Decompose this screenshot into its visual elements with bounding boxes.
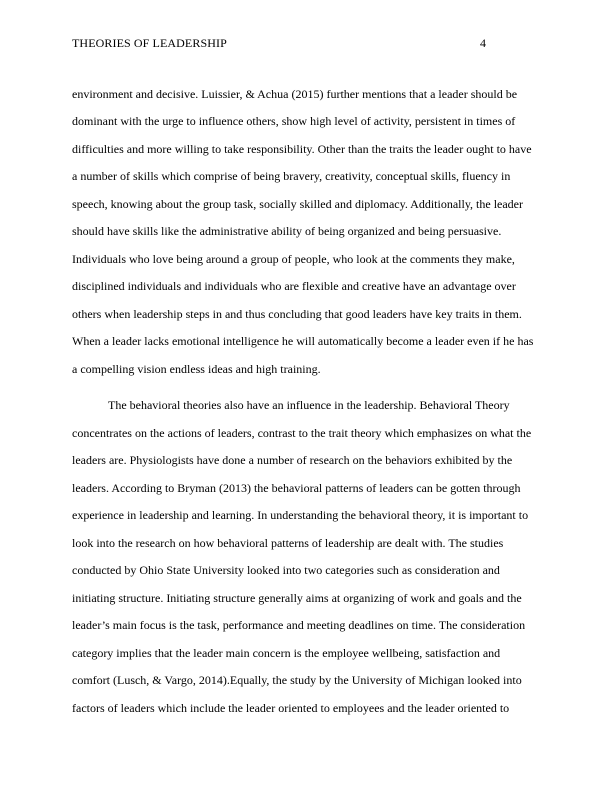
text-line: difficulties and more willing to take responsibility. Other than the traits the leader ought to have: [72, 142, 532, 156]
text-line: dominant with the urge to influence others, show high level of activity, persistent in times of: [72, 114, 516, 128]
text-line: concentrates on the actions of leaders, contrast to the trait theory which emphasizes on what the: [72, 426, 532, 440]
text-line: speech, knowing about the group task, socially skilled and diplomacy. Additionally, the leader: [72, 197, 524, 211]
text-line: leader’s main focus is the task, performance and meeting deadlines on time. The consideration: [72, 618, 526, 632]
text-line: factors of leaders which include the leader oriented to employees and the leader oriented to: [72, 701, 510, 715]
text-line: look into the research on how behavioral patterns of leadership are dealt with. The studies: [72, 536, 504, 550]
text-line: a number of skills which comprise of being bravery, creativity, conceptual skills, fluency in: [72, 169, 511, 183]
text-line: initiating structure. Initiating structure generally aims at organizing of work and goals and the: [72, 591, 522, 605]
text-line: a compelling vision endless ideas and high training.: [72, 362, 321, 376]
text-line: comfort (Lusch, & Vargo, 2014).Equally, the study by the University of Michigan looked into: [72, 673, 522, 687]
page-number: 4: [480, 36, 486, 50]
text-line: leaders are. Physiologists have done a number of research on the behaviors exhibited by the: [72, 453, 513, 467]
text-line: experience in leadership and learning. In understanding the behavioral theory, it is important to: [72, 508, 529, 522]
text-line: The behavioral theories also have an influence in the leadership. Behavioral Theory: [108, 398, 510, 412]
text-line: category implies that the leader main concern is the employee wellbeing, satisfaction and: [72, 646, 501, 660]
text-line: When a leader lacks emotional intelligence he will automatically become a leader even if he has: [72, 334, 534, 348]
text-line: Individuals who love being around a group of people, who look at the comments they make,: [72, 252, 515, 266]
text-line: others when leadership steps in and thus concluding that good leaders have key traits in them.: [72, 307, 522, 321]
text-line: leaders. According to Bryman (2013) the behavioral patterns of leaders can be gotten through: [72, 481, 521, 495]
running-head: THEORIES OF LEADERSHIP: [72, 36, 227, 50]
text-line: should have skills like the administrative ability of being organized and being persuasive.: [72, 224, 502, 238]
text-line: conducted by Ohio State University looked into two categories such as consideration and: [72, 563, 500, 577]
text-line: environment and decisive. Luissier, & Achua (2015) further mentions that a leader should be: [72, 87, 518, 101]
text-line: disciplined individuals and individuals who are flexible and creative have an advantage over: [72, 279, 516, 293]
